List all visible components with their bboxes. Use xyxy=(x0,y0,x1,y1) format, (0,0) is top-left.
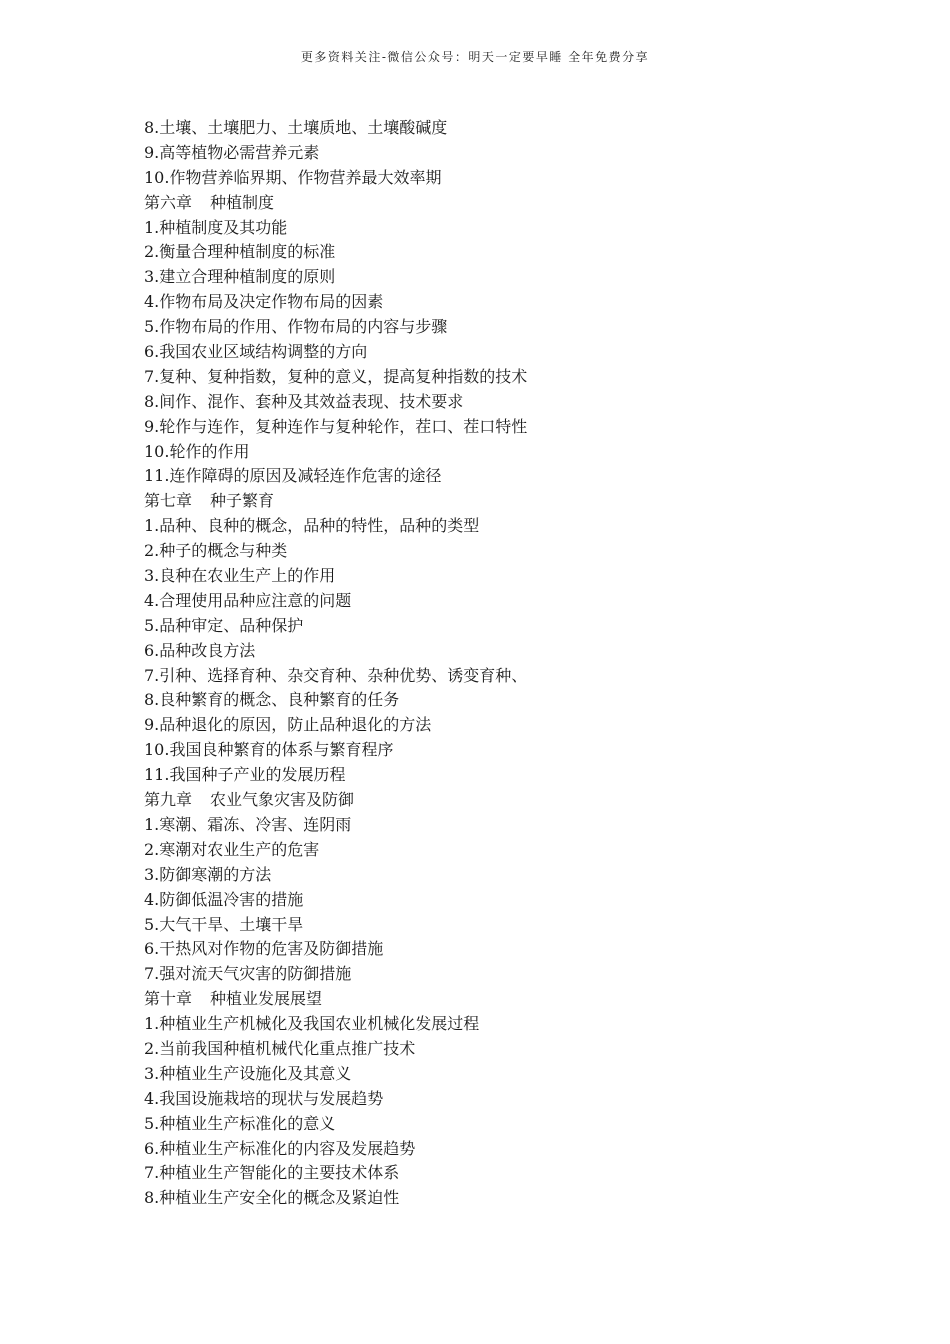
document-body xyxy=(144,116,844,1211)
list-item: 7.强对流天气灾害的防御措施 xyxy=(144,964,352,984)
chapter-title: 种子繁育 xyxy=(210,491,275,511)
list-item: 7.种植业生产智能化的主要技术体系 xyxy=(144,1163,400,1183)
list-item: 2.种子的概念与种类 xyxy=(144,541,288,561)
list-item: 10.我国良种繁育的体系与繁育程序 xyxy=(144,740,394,760)
list-item: 9.品种退化的原因，防止品种退化的方法 xyxy=(144,715,432,735)
list-item: 8.土壤、土壤肥力、土壤质地、土壤酸碱度 xyxy=(144,118,448,137)
chapter-heading xyxy=(144,489,844,514)
page-header: 更多资料关注-微信公众号：明天一定要早睡 全年免费分享 xyxy=(300,50,650,64)
list-item: 8.间作、混作、套种及其效益表现、技术要求 xyxy=(144,391,464,411)
list-item: 6.种植业生产标准化的内容及发展趋势 xyxy=(144,1138,416,1158)
list-item: 1.品种、良种的概念，品种的特性，品种的类型 xyxy=(144,516,480,536)
list-item: 3.良种在农业生产上的作用 xyxy=(144,566,336,586)
list-item: 1.种植业生产机械化及我国农业机械化发展过程 xyxy=(144,1014,480,1034)
list-item: 9.轮作与连作，复种连作与复种轮作，茬口、茬口特性 xyxy=(144,416,528,436)
list-item: 9.高等植物必需营养元素 xyxy=(144,142,320,162)
chapter-heading xyxy=(144,191,844,216)
chapter-number: 第九章 xyxy=(144,790,193,810)
list-item: 3.种植业生产设施化及其意义 xyxy=(144,1063,352,1083)
list-item: 6.品种改良方法 xyxy=(144,640,256,660)
list-item: 10.作物营养临界期、作物营养最大效率期 xyxy=(144,167,442,187)
list-item: 5.大气干旱、土壤干旱 xyxy=(144,914,304,934)
chapter-title: 种植制度 xyxy=(210,192,275,212)
list-item: 11.连作障碍的原因及减轻连作危害的途径 xyxy=(144,466,442,486)
list-item: 3.防御寒潮的方法 xyxy=(144,864,272,884)
chapter-heading xyxy=(144,788,844,813)
list-item: 7.复种、复种指数，复种的意义，提高复种指数的技术 xyxy=(144,366,528,386)
list-item: 3.建立合理种植制度的原则 xyxy=(144,267,336,287)
list-item: 10.轮作的作用 xyxy=(144,441,250,461)
chapter-title: 农业气象灾害及防御 xyxy=(210,790,355,810)
list-item: 4.防御低温冷害的措施 xyxy=(144,889,304,909)
chapter-number: 第六章 xyxy=(144,192,193,212)
list-item: 5.品种审定、品种保护 xyxy=(144,615,304,635)
list-item: 6.我国农业区域结构调整的方向 xyxy=(144,342,368,362)
list-item: 2.当前我国种植机械代化重点推广技术 xyxy=(144,1038,416,1058)
list-item: 1.寒潮、霜冻、冷害、连阴雨 xyxy=(144,814,352,834)
list-item: 1.种植制度及其功能 xyxy=(144,217,288,237)
list-item: 7.引种、选择育种、杂交育种、杂种优势、诱变育种、 xyxy=(144,665,528,685)
list-item: 4.合理使用品种应注意的问题 xyxy=(144,590,352,610)
list-item: 6.干热风对作物的危害及防御措施 xyxy=(144,939,384,959)
list-item: 4.作物布局及决定作物布局的因素 xyxy=(144,292,384,312)
list-item: 11.我国种子产业的发展历程 xyxy=(144,765,346,785)
list-item: 2.寒潮对农业生产的危害 xyxy=(144,839,320,859)
list-item: 2.衡量合理种植制度的标准 xyxy=(144,242,336,262)
chapter-title: 种植业发展展望 xyxy=(210,989,323,1009)
chapter-heading xyxy=(144,987,844,1012)
list-item: 4.我国设施栽培的现状与发展趋势 xyxy=(144,1088,384,1108)
chapter-number: 第七章 xyxy=(144,491,193,511)
list-item: 8.良种繁育的概念、良种繁育的任务 xyxy=(144,690,400,710)
chapter-number: 第十章 xyxy=(144,989,193,1009)
list-item: 8.种植业生产安全化的概念及紧迫性 xyxy=(144,1188,400,1208)
list-item: 5.种植业生产标准化的意义 xyxy=(144,1113,336,1133)
list-item: 5.作物布局的作用、作物布局的内容与步骤 xyxy=(144,317,448,337)
